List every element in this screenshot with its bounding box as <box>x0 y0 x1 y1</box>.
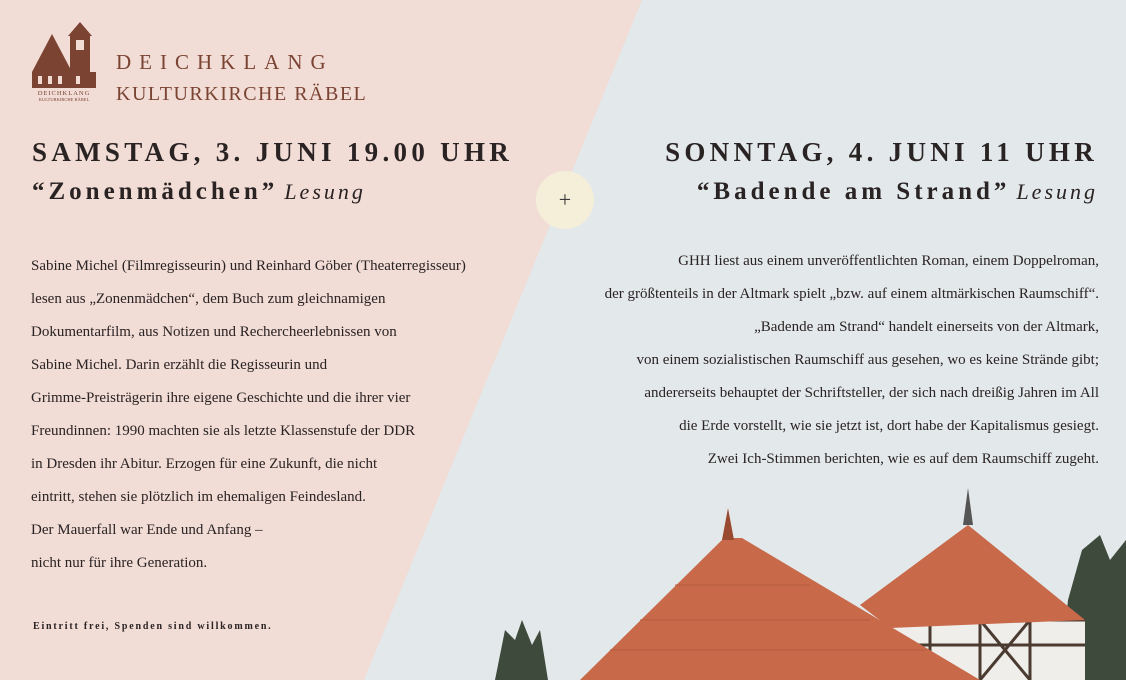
description-line: Grimme-Preisträgerin ihre eigene Geschichte und die ihrer vier <box>31 390 411 406</box>
description-line: „Badende am Strand“ handelt einerseits von der Altmark, <box>754 319 1099 335</box>
church-logo-icon <box>30 20 98 102</box>
description-line: Freundinnen: 1990 machten sie als letzte Klassenstufe der DDR <box>31 423 416 439</box>
description-line: GHH liest aus einem unveröffentlichten Roman, einem Doppelroman, <box>678 253 1099 269</box>
description-line: in Dresden ihr Abitur. Erzogen für eine Zukunft, die nicht <box>31 456 378 472</box>
plus-separator: + <box>536 171 594 229</box>
admission-note: Eintritt frei, Spenden sind willkommen. <box>33 621 273 632</box>
description-line: die Erde vorstellt, wie sie jetzt ist, dort habe der Kapitalismus gesiegt. <box>679 418 1099 434</box>
description-line: Zwei Ich-Stimmen berichten, wie es auf dem Raumschiff zugeht. <box>707 451 1099 467</box>
event-left-date: SAMSTAG, 3. JUNI 19.00 UHR <box>32 137 514 167</box>
event-right-kind: Lesung <box>1016 179 1098 204</box>
description-line: von einem sozialistischen Raumschiff aus gesehen, wo es keine Strände gibt; <box>636 352 1099 368</box>
event-right-description <box>605 245 1099 476</box>
description-line: andererseits behauptet der Schriftsteller, der sich nach dreißig Jahren im All <box>644 385 1099 401</box>
svg-text:DEICHKLANG: DEICHKLANG <box>37 90 91 97</box>
event-left-kind: Lesung <box>284 179 366 204</box>
description-line: Sabine Michel. Darin erzählt die Regisseurin und <box>31 357 328 373</box>
brand-name: DEICHKLANG <box>116 50 334 74</box>
event-right-date: SONNTAG, 4. JUNI 11 UHR <box>665 137 1098 167</box>
description-line: lesen aus „Zonenmädchen“, dem Buch zum gleichnamigen <box>31 291 386 307</box>
church-photo-illustration <box>460 480 1126 680</box>
event-left-title: “Zonenmädchen” <box>32 178 279 205</box>
description-line: Dokumentarfilm, aus Notizen und Rechercheerlebnissen von <box>31 324 397 340</box>
svg-text:KULTURKIRCHE RÄBEL: KULTURKIRCHE RÄBEL <box>38 97 90 102</box>
event-right-heading <box>697 178 1098 206</box>
description-line: Der Mauerfall war Ende und Anfang – <box>31 522 263 538</box>
description-line: Sabine Michel (Filmregisseurin) und Reinhard Göber (Theaterregisseur) <box>31 258 466 274</box>
description-line: eintritt, stehen sie plötzlich im ehemaligen Feindesland. <box>31 489 366 505</box>
event-right-title: “Badende am Strand” <box>696 178 1011 205</box>
event-left-heading <box>32 178 366 206</box>
description-line: nicht nur für ihre Generation. <box>31 555 208 571</box>
description-line: der größtenteils in der Altmark spielt „bzw. auf einem altmärkischen Raumschiff“. <box>604 286 1099 302</box>
event-left-description <box>31 250 531 580</box>
brand-subtitle: KULTURKIRCHE RÄBEL <box>116 83 368 105</box>
